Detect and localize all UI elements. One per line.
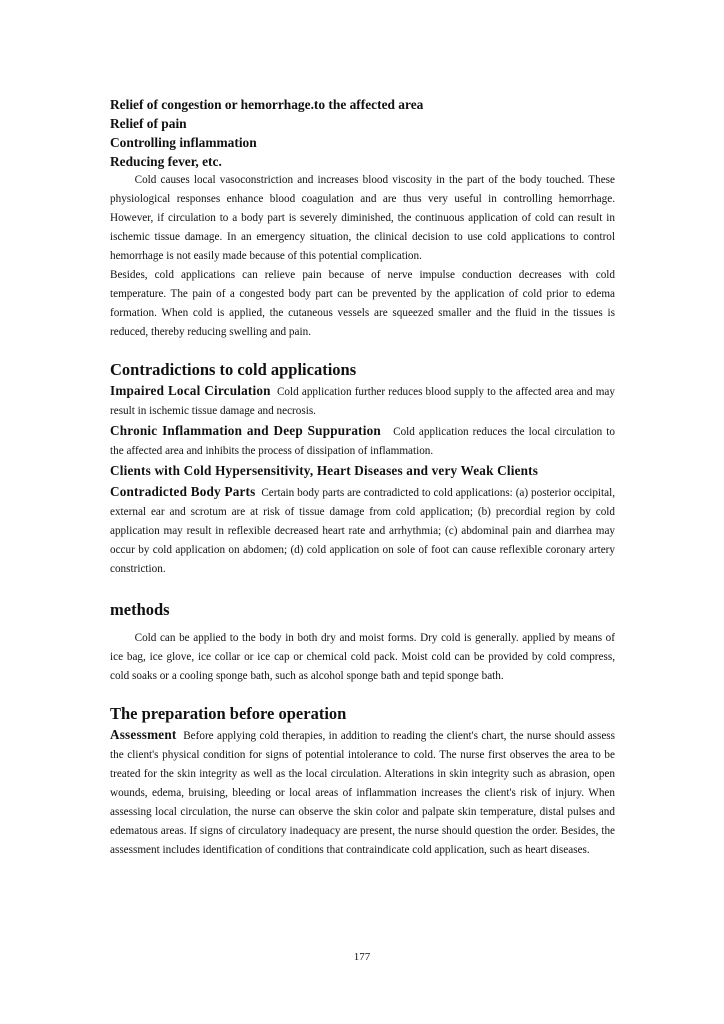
contradiction-item — [110, 461, 615, 482]
assessment-lead: Assessment — [110, 727, 177, 742]
assessment-text: Before applying cold therapies, in addition to reading the client's chart, the nurse should assess the client's physical condition for signs of potential intolerance to cold. The nurse first observes the area to be treated for the skin integrity as well as the local circulation. Alterations in skin integrity such as abrasion, open wounds, edema, bruising, bleeding or local areas of inflammation increases the client's risk of injury. When assessing local circulation, the nurse can observe the skin color and palpate skin temperature, distal pulses and edematous areas. If signs of circulatory inadequacy are present, the nurse should question the order. Besides, the assessment includes identification of conditions that contraindicate cold application, such as heart diseases. — [110, 730, 615, 856]
page-number: 177 — [353, 951, 371, 963]
heading-relief-pain: Relief of pain — [110, 116, 187, 131]
contradiction-lead: Chronic Inflammation and Deep Suppuration — [110, 423, 381, 438]
contradiction-text: Cold application reduces the local circulation to the affected area and inhibits the process of dissipation of inflammation. — [110, 426, 616, 457]
contradiction-lead: Impaired Local Circulation — [110, 383, 271, 398]
heading-relief-congestion: Relief of congestion or hemorrhage.to the affected area — [110, 97, 424, 112]
contradiction-lead: Contradicted Body Parts — [110, 484, 256, 499]
contradiction-item — [110, 482, 615, 579]
contradiction-lead: Clients with Cold Hypersensitivity, Heart Diseases and very Weak Clients — [110, 463, 539, 478]
document-page — [110, 95, 615, 860]
paragraph-pain-relief: Besides, cold applications can relieve pain because of nerve impulse conduction decreases with cold temperature. The pain of a congested body part can be prevented by the application of cold prior to edema formation. When cold is applied, the cutaneous vessels are squeezed smaller and the fluid in the tissues is reduced, thereby reducing swelling and pain. — [110, 269, 615, 338]
contradiction-text: Certain body parts are contradicted to cold applications: (a) posterior occipital, external ear and scrotum are at risk of tissue damage from cold application; (b) precordial region by cold application may result in reflexible decreased heart rate and arrhythmia; (c) abdominal pain and diarrhea may occur by cold application on abdomen; (d) cold application on sole of foot can cause reflexible coronary artery constriction. — [110, 487, 616, 575]
paragraph-vasoconstriction: Cold causes local vasoconstriction and increases blood viscosity in the part of the body touched. These physiological responses enhance blood coagulation and are thus very useful in controlling hemorrhage. However, if circulation to a body part is severely diminished, the continuous application of cold can result in ischemic tissue damage. In an emergency situation, the clinical decision to use cold applications to control hemorrhage is not easily made because of this potential complication. — [110, 174, 615, 262]
heading-controlling-inflammation: Controlling inflammation — [110, 135, 257, 150]
section-title-preparation: The preparation before operation — [110, 704, 347, 723]
contradiction-item — [110, 421, 615, 461]
contradiction-item — [110, 381, 615, 421]
contradiction-text: Cold application further reduces blood supply to the affected area and may result in ischemic tissue damage and necrosis. — [110, 386, 615, 417]
paragraph-assessment — [110, 725, 615, 860]
section-title-contradictions: Contradictions to cold applications — [110, 360, 357, 379]
heading-reducing-fever: Reducing fever, etc. — [110, 154, 222, 169]
section-title-methods: methods — [110, 600, 170, 619]
paragraph-methods: Cold can be applied to the body in both dry and moist forms. Dry cold is generally. applied by means of ice bag, ice glove, ice collar or ice cap or chemical cold pack. Moist cold can be provided by cold compress, cold soaks or a cooling sponge bath, such as alcohol sponge bath and tepid sponge bath. — [110, 632, 615, 682]
